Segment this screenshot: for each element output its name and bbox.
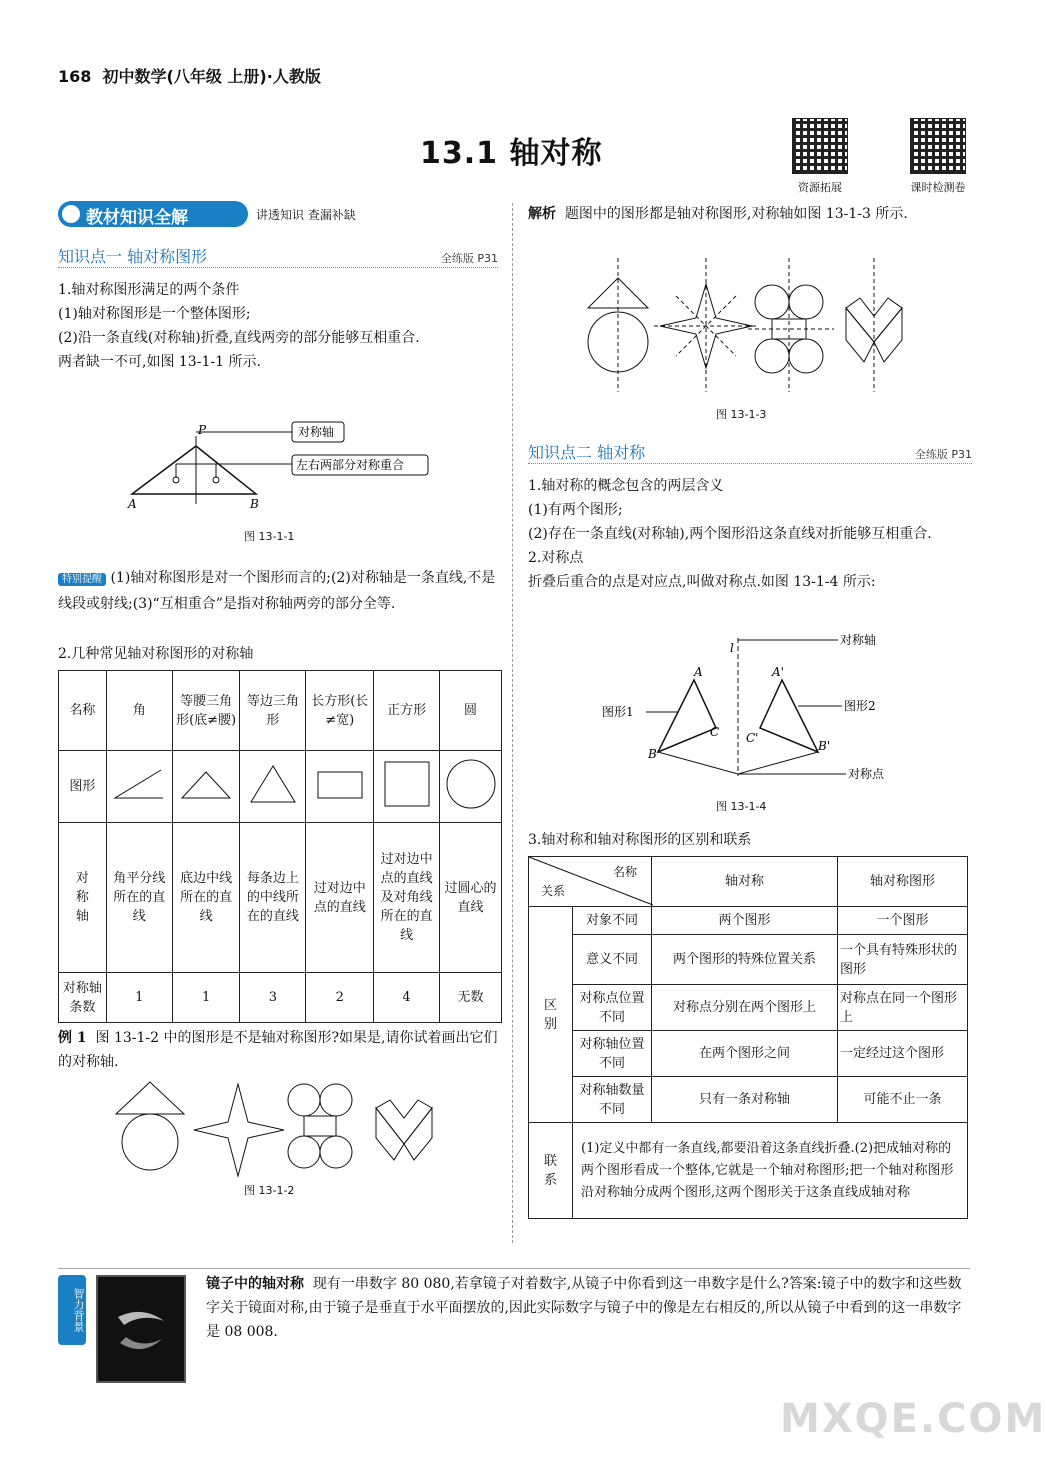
rel-text: (1)定义中都有一条直线,都要沿着这条直线折叠.(2)把成轴对称的两个图形看成一个整体,它就是一个轴对称图形;把一个轴对称图形沿对称轴分成两个图形,这两个图形关于这条直线成轴对称 (573, 1123, 968, 1219)
row-a: 在两个图形之间 (652, 1031, 838, 1077)
banner-label: 教材知识全解 (86, 208, 188, 228)
table-compare (528, 856, 968, 1219)
example-label: 例 1 (58, 1030, 87, 1046)
para: (2)沿一条直线(对称轴)折叠,直线两旁的部分能够互相重合. (58, 330, 420, 346)
th-equilateral: 等边三角形 (240, 671, 306, 751)
para: 两者缺一不可,如图 13-1-1 所示. (58, 354, 261, 370)
mirror-photo (96, 1275, 186, 1383)
circle-shape (122, 1114, 178, 1170)
row-key: 对称点位置不同 (573, 985, 652, 1031)
row-b: 对称点在同一个图形上 (838, 985, 968, 1031)
figure-13-1-4 (598, 632, 908, 792)
page-header (58, 64, 321, 87)
para: (1)有两个图形; (528, 502, 623, 518)
row-a: 两个图形的特殊位置关系 (652, 935, 838, 985)
count-circle: 无数 (440, 973, 502, 1023)
tip-block (58, 566, 498, 616)
sec3-title: 3.轴对称和轴对称图形的区别和联系 (528, 832, 752, 848)
arrow-shape (376, 1100, 432, 1144)
qr-label-resources: 资源拓展 (798, 181, 842, 194)
para: 1.轴对称的概念包含的两层含义 (528, 478, 724, 494)
label-overlap: 左右两部分对称重合 (296, 458, 405, 472)
axis-isosceles: 底边中线所在的直线 (172, 823, 240, 973)
row-shape-label: 图形 (59, 751, 107, 823)
axis-circle: 过圆心的直线 (440, 823, 502, 973)
label-C2: C' (746, 731, 759, 745)
angle-shape (111, 764, 167, 804)
label-C: C (710, 725, 720, 739)
count-angle: 1 (106, 973, 172, 1023)
axis-square: 过对边中点的直线及对角线所在的直线 (374, 823, 440, 973)
figure-1 (658, 680, 716, 752)
label-B2: B' (818, 739, 831, 753)
kp2-body (528, 474, 972, 594)
axis-rectangle: 过对边中点的直线 (306, 823, 374, 973)
axis-angle: 角平分线所在的直线 (106, 823, 172, 973)
footer-text: 现有一串数字 80 080,若拿镜子对着数字,从镜子中你看到这一串数字是什么?答案:镜子中的数字和这些数字关于镜面对称,由于镜子是垂直于水平面摆放的,因此实际数字与镜子中的像是左右相反的,所以从镜子中看到的这一串数字是 08 008. (206, 1276, 962, 1340)
kp2-heading (528, 440, 972, 464)
equilateral-shape (245, 762, 301, 806)
qr-code-test[interactable] (910, 118, 966, 174)
section-title: 13.1 轴对称 (420, 136, 603, 171)
corner-cell (529, 857, 652, 907)
corner-top: 名称 (612, 864, 637, 879)
corner-bottom: 关系 (541, 883, 566, 898)
footer-side-tab: 智力背景 (58, 1275, 86, 1345)
fig4-caption: 图 13-1-4 (716, 800, 767, 813)
diff-label: 区别 (529, 907, 573, 1123)
analysis (528, 202, 972, 226)
banner-sub: 讲透知识 查漏补缺 (256, 208, 356, 222)
label-B: B (648, 747, 657, 761)
fig2-caption: 图 13-1-2 (244, 1184, 295, 1197)
label-fig2: 图形2 (844, 699, 876, 713)
tip-text: (1)轴对称图形是对一个图形而言的;(2)对称轴是一条直线,不是线段或射线;(3)“互相重合”是指对称轴两旁的部分全等. (58, 570, 496, 612)
isosceles-shape (178, 764, 234, 804)
footer-text-block (206, 1272, 966, 1344)
row-b: 一个具有特殊形状的图形 (838, 935, 968, 985)
para: 2.对称点 (528, 550, 584, 566)
triangle-shape (116, 1082, 184, 1114)
count-rectangle: 2 (306, 973, 374, 1023)
sec2-title: 2.几种常见轴对称图形的对称轴 (58, 646, 254, 662)
label-A: A (694, 665, 703, 679)
count-equilateral: 3 (240, 973, 306, 1023)
row-key: 对称轴数量不同 (573, 1077, 652, 1123)
axis-equilateral: 每条边上的中线所在的直线 (240, 823, 306, 973)
analysis-label: 解析 (528, 206, 556, 222)
kp2-title: 知识点二 轴对称 (528, 443, 646, 462)
fig3-caption: 图 13-1-3 (716, 408, 767, 421)
book-title: 初中数学(八年级 上册)·人教版 (102, 67, 321, 86)
figure-13-1-2 (108, 1078, 448, 1178)
row-b: 可能不止一条 (838, 1077, 968, 1123)
row-count-label: 对称轴条数 (59, 973, 107, 1023)
col-axis: 轴对称 (652, 857, 838, 907)
star-shape (194, 1084, 284, 1176)
th-square: 正方形 (374, 671, 440, 751)
th-name: 名称 (59, 671, 107, 751)
th-isosceles: 等腰三角形(底≠腰) (172, 671, 240, 751)
label-l: l (730, 641, 734, 655)
fig1-caption: 图 13-1-1 (244, 530, 295, 543)
para: 1.轴对称图形满足的两个条件 (58, 282, 240, 298)
figure-13-1-3 (580, 256, 940, 404)
page-number: 168 (58, 67, 92, 86)
kp1-title: 知识点一 轴对称图形 (58, 247, 208, 266)
table-axis (58, 670, 502, 1023)
col-axis-figure: 轴对称图形 (838, 857, 968, 907)
para: (2)存在一条直线(对称轴),两个图形沿这条直线对折能够互相重合. (528, 526, 932, 542)
label-fig1: 图形1 (602, 705, 634, 719)
row-axis-label: 对称轴 (59, 823, 107, 973)
label-P: P (198, 423, 207, 437)
qr-label-test: 课时检测卷 (910, 181, 966, 194)
label-A2: A' (772, 665, 784, 679)
tip-badge: 特别提醒 (58, 573, 106, 586)
example-text: 图 13-1-2 中的图形是不是轴对称图形?如果是,请你试着画出它们的对称轴. (58, 1030, 498, 1070)
row-a: 对称点分别在两个图形上 (652, 985, 838, 1031)
row-b: 一个图形 (838, 907, 968, 935)
column-divider (512, 203, 513, 1243)
row-a: 只有一条对称轴 (652, 1077, 838, 1123)
label-A: A (128, 497, 137, 511)
rectangle-shape (312, 764, 368, 804)
section-banner (58, 201, 248, 227)
square-shape (379, 760, 435, 808)
row-b: 一定经过这个图形 (838, 1031, 968, 1077)
footer-title: 镜子中的轴对称 (206, 1276, 304, 1292)
th-rectangle: 长方形(长≠宽) (306, 671, 374, 751)
th-angle: 角 (106, 671, 172, 751)
watermark: MXQE.COM (780, 1396, 1046, 1442)
kp1-ref: 全练版 P31 (440, 252, 498, 265)
label-axis: 对称轴 (840, 633, 877, 647)
triangle-shape (132, 446, 256, 494)
rel-label: 联系 (529, 1123, 573, 1219)
kp1-body (58, 278, 498, 374)
para: 折叠后重合的点是对应点,叫做对称点.如图 13-1-4 所示: (528, 574, 876, 590)
analysis-text: 题图中的图形都是轴对称图形,对称轴如图 13-1-3 所示. (564, 206, 908, 222)
count-isosceles: 1 (172, 973, 240, 1023)
circle-shape (443, 759, 499, 809)
para: (1)轴对称图形是一个整体图形; (58, 306, 251, 322)
label-sympt: 对称点 (848, 767, 885, 781)
row-key: 对象不同 (573, 907, 652, 935)
label-axis: 对称轴 (298, 425, 335, 439)
figure-2 (760, 680, 818, 752)
qr-code-resources[interactable] (792, 118, 848, 174)
kp1-heading (58, 244, 498, 268)
kp2-ref: 全练版 P31 (914, 448, 972, 461)
example-1 (58, 1026, 498, 1074)
count-square: 4 (374, 973, 440, 1023)
row-key: 对称轴位置不同 (573, 1031, 652, 1077)
speaker-icon (62, 205, 80, 223)
label-B: B (250, 497, 259, 511)
row-key: 意义不同 (573, 935, 652, 985)
th-circle: 圆 (440, 671, 502, 751)
figure-13-1-1 (120, 408, 440, 548)
row-a: 两个图形 (652, 907, 838, 935)
